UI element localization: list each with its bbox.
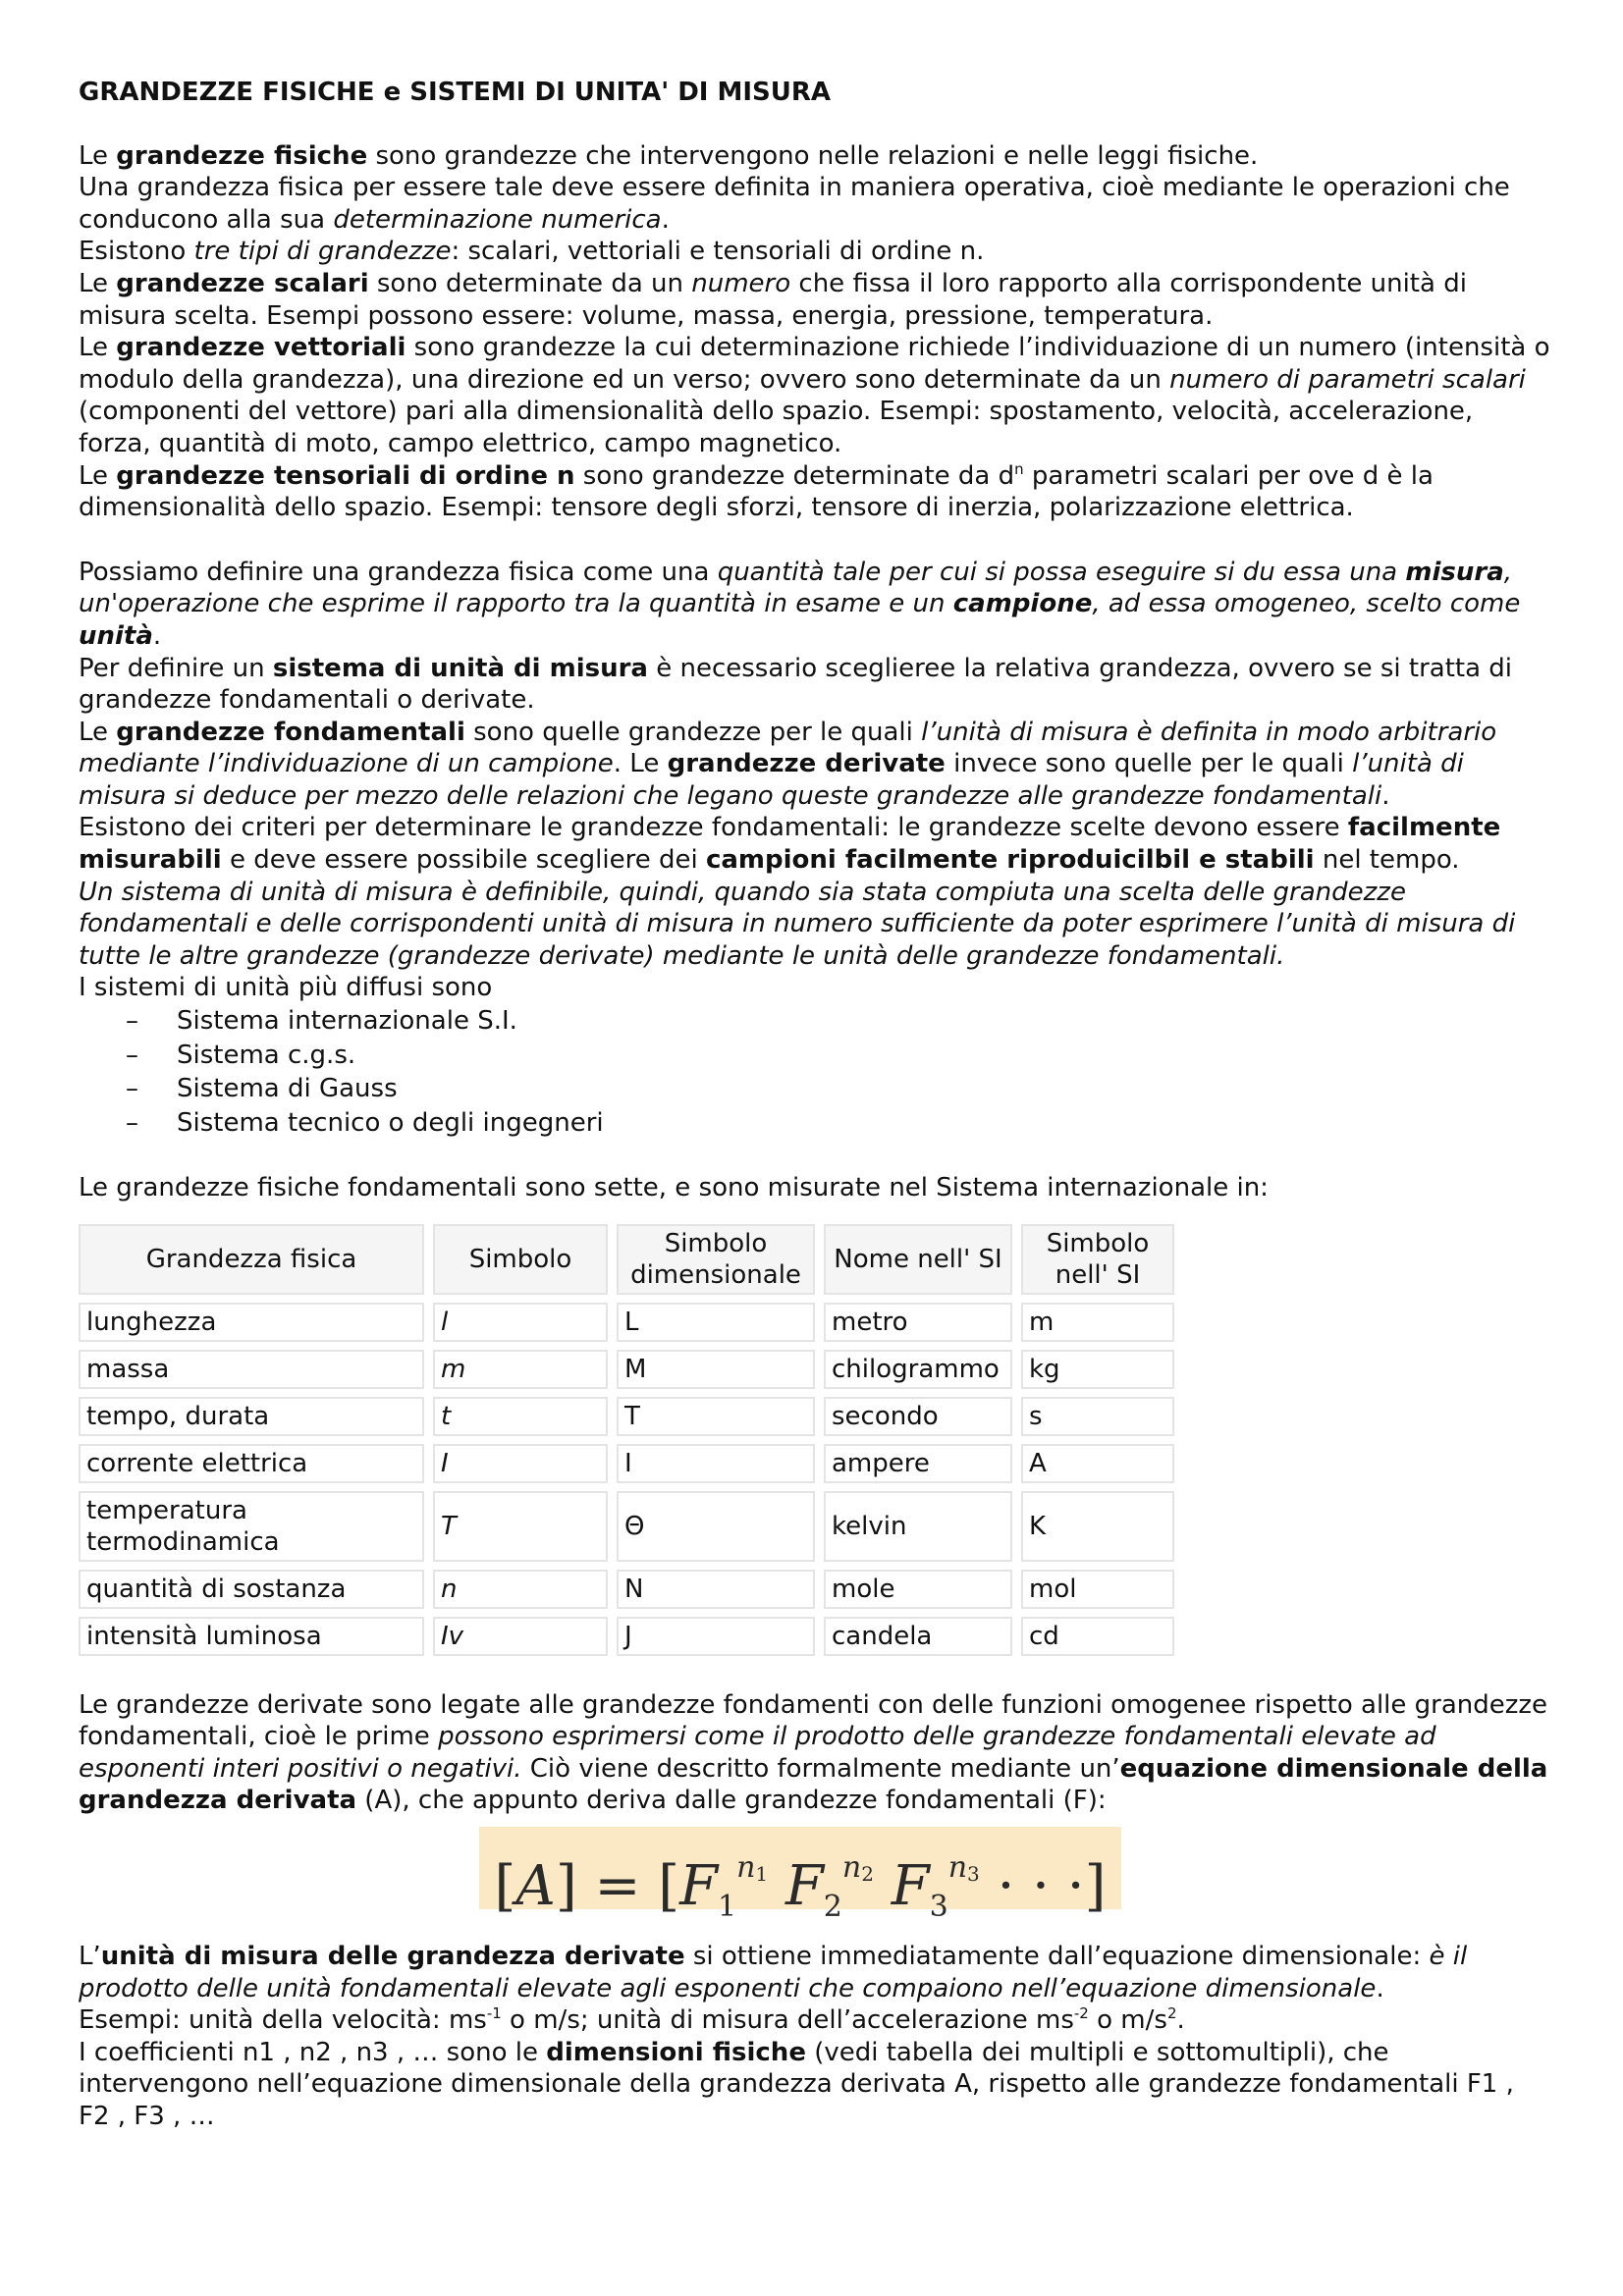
paragraph-grandezze-derivate: Le grandezze derivate sono legate alle grandezze fondamenti con delle funzioni omogenee rispetto alle grandezze fondamentali, cioè le prime possono esprimersi come il prodotto delle grandezze fondamentali elevate ad esponenti interi positivi o negativi. Ciò viene descritto formalmente mediante un’equazione dimensionale della grandezza derivata (A), che appunto deriva dalle grandezze fondamentali (F):: [79, 1689, 1548, 1816]
table-cell: m: [433, 1350, 608, 1389]
paragraph-esempi: Esempi: unità della velocità: $ms^{-1}$ o m/s; unità di misura dell’accelerazione $ms^{-2}$ o $m/s^2$.: [79, 2004, 1185, 2036]
table-cell: Iv: [433, 1617, 608, 1656]
column-header: Grandezza fisica: [79, 1224, 424, 1295]
paragraph-unita-derivate: L’unità di misura delle grandezza derivate si ottiene immediatamente dall’equazione dimensionale: è il prodotto delle unità fondamentali elevate agli esponenti che compaiono nell’equazione dimensionale.: [79, 1942, 1468, 2003]
column-header: Simbolo dimensionale: [617, 1224, 815, 1295]
table-cell: kg: [1021, 1350, 1174, 1389]
page-title: GRANDEZZE FISICHE e SISTEMI DI UNITA' DI MISURA: [79, 78, 832, 107]
table-row: [79, 1397, 1174, 1436]
units-table: [70, 1216, 1183, 1664]
table-cell: I: [433, 1444, 608, 1483]
table-cell: T: [617, 1397, 815, 1436]
list-item: – Sistema c.g.s.: [126, 1040, 356, 1070]
table-row: [79, 1570, 1174, 1609]
paragraph-sistema-definibile: Un sistema di unità di misura è definibile, quindi, quando sia stata compiuta una scelta delle grandezze fondamentali e delle corrispondenti unità di misura in numero sufficiente da poter esprimere l’unità di misura di tutte le altre grandezze (grandezze derivate) mediante le unità delle grandezze fondamentali.: [79, 877, 1516, 971]
table-header-row: [79, 1224, 1174, 1295]
table-cell: l: [433, 1303, 608, 1342]
paragraph-grandezze-fisiche: Le grandezze fisiche sono grandezze che intervengono nelle relazioni e nelle leggi fisiche.: [79, 140, 1259, 171]
table-cell: metro: [824, 1303, 1012, 1342]
paragraph-dimensioni-fisiche: I coefficienti n1 , n2 , n3 , … sono le dimensioni fisiche (vedi tabella dei multipli e sottomultipli), che intervengono nell’equazione dimensionale della grandezza derivata A, rispetto alle grandezze fondamentali F1 , F2 , F3 , …: [79, 2037, 1514, 2131]
table-intro: Le grandezze fisiche fondamentali sono sette, e sono misurate nel Sistema internazionale in:: [79, 1173, 1269, 1203]
table-cell: M: [617, 1350, 815, 1389]
dimensional-equation: $[A] = [F_1^{n1}$ $F_2^{n2}$ $F_3^{n3}$ · · ·]: [479, 1827, 1122, 1909]
table-cell: intensità luminosa: [79, 1617, 424, 1656]
table-cell: massa: [79, 1350, 424, 1389]
list-item: – Sistema tecnico o degli ingegneri: [126, 1107, 604, 1138]
list-item: – Sistema internazionale S.I.: [126, 1006, 517, 1037]
table-row: [79, 1491, 1174, 1562]
table-cell: I: [617, 1444, 815, 1483]
table-cell: K: [1021, 1491, 1174, 1562]
table-cell: temperatura termodinamica: [79, 1491, 424, 1562]
paragraph-sistemi-diffusi: I sistemi di unità più diffusi sono: [79, 973, 493, 1003]
column-header: Simbolo nell' SI: [1021, 1224, 1174, 1295]
table-cell: cd: [1021, 1617, 1174, 1656]
table-cell: lunghezza: [79, 1303, 424, 1342]
table-cell: mole: [824, 1570, 1012, 1609]
table-cell: kelvin: [824, 1491, 1012, 1562]
paragraph-fondamentali-derivate: Le grandezze fondamentali sono quelle grandezze per le quali l’unità di misura è definita in modo arbitrario mediante l’individuazione di un campione. Le grandezze derivate invece sono quelle per le quali l’unità di misura si deduce per mezzo delle relazioni che legano queste grandezze alle grandezze fondamentali.: [79, 717, 1497, 811]
table-cell: quantità di sostanza: [79, 1570, 424, 1609]
column-header: Nome nell' SI: [824, 1224, 1012, 1295]
table-row: [79, 1350, 1174, 1389]
paragraph-tipi-grandezze: Esistono tre tipi di grandezze: scalari, vettoriali e tensoriali di ordine n.: [79, 237, 985, 267]
table-cell: secondo: [824, 1397, 1012, 1436]
paragraph-grandezze-scalari: Le grandezze scalari sono determinate da un numero che fissa il loro rapporto alla corrispondente unità di misura scelta. Esempi possono essere: volume, massa, energia, pressione, temperatura.: [79, 268, 1467, 331]
table-cell: n: [433, 1570, 608, 1609]
table-cell: corrente elettrica: [79, 1444, 424, 1483]
table-cell: A: [1021, 1444, 1174, 1483]
column-header: Simbolo: [433, 1224, 608, 1295]
table-cell: s: [1021, 1397, 1174, 1436]
table-cell: Θ: [617, 1491, 815, 1562]
table-cell: chilogrammo: [824, 1350, 1012, 1389]
table-cell: T: [433, 1491, 608, 1562]
list-item: – Sistema di Gauss: [126, 1074, 398, 1104]
table-cell: tempo, durata: [79, 1397, 424, 1436]
document-page: [79, 77, 1551, 2133]
table-cell: t: [433, 1397, 608, 1436]
table-cell: mol: [1021, 1570, 1174, 1609]
table-cell: m: [1021, 1303, 1174, 1342]
table-row: [79, 1303, 1174, 1342]
paragraph-criteri: Esistono dei criteri per determinare le grandezze fondamentali: le grandezze scelte devono essere facilmente misurabili e deve essere possibile scegliere dei campioni facilmente riproduicilbil e stabili nel tempo.: [79, 813, 1501, 876]
paragraph-definizione-misura: Possiamo definire una grandezza fisica come una quantità tale per cui si possa eseguire si du essa una misura, un'operazione che esprime il rapporto tra la quantità in esame e un campione, ad essa omogeneo, scelto come unità.: [79, 557, 1521, 651]
paragraph-definizione-operativa: Una grandezza fisica per essere tale deve essere definita in maniera operativa, cioè mediante le operazioni che conducono alla sua determinazione numerica.: [79, 173, 1510, 235]
table-cell: L: [617, 1303, 815, 1342]
systems-list: [79, 1004, 1551, 1140]
table-cell: candela: [824, 1617, 1012, 1656]
table-cell: N: [617, 1570, 815, 1609]
table-cell: ampere: [824, 1444, 1012, 1483]
paragraph-grandezze-vettoriali: Le grandezze vettoriali sono grandezze la cui determinazione richiede l’individuazione di un numero (intensità o modulo della grandezza), una direzione ed un verso; ovvero sono determinate da un numero di parametri scalari (componenti del vettore) pari alla dimensionalità dello spazio. Esempi: spostamento, velocità, accelerazione, forza, quantità di moto, campo elettrico, campo magnetico.: [79, 333, 1550, 458]
paragraph-grandezze-tensoriali: Le grandezze tensoriali di ordine n sono grandezze determinate da $d^n$ parametri scalari per ove d è la dimensionalità dello spazio. Esempi: tensore degli sforzi, tensore di inerzia, polarizzazione elettrica.: [79, 459, 1434, 523]
table-row: [79, 1444, 1174, 1483]
paragraph-sistema-unita: Per definire un sistema di unità di misura è necessario sceglieree la relativa grandezza, ovvero se si tratta di grandezze fondamentali o derivate.: [79, 653, 1513, 716]
table-cell: J: [617, 1617, 815, 1656]
table-row: [79, 1617, 1174, 1656]
